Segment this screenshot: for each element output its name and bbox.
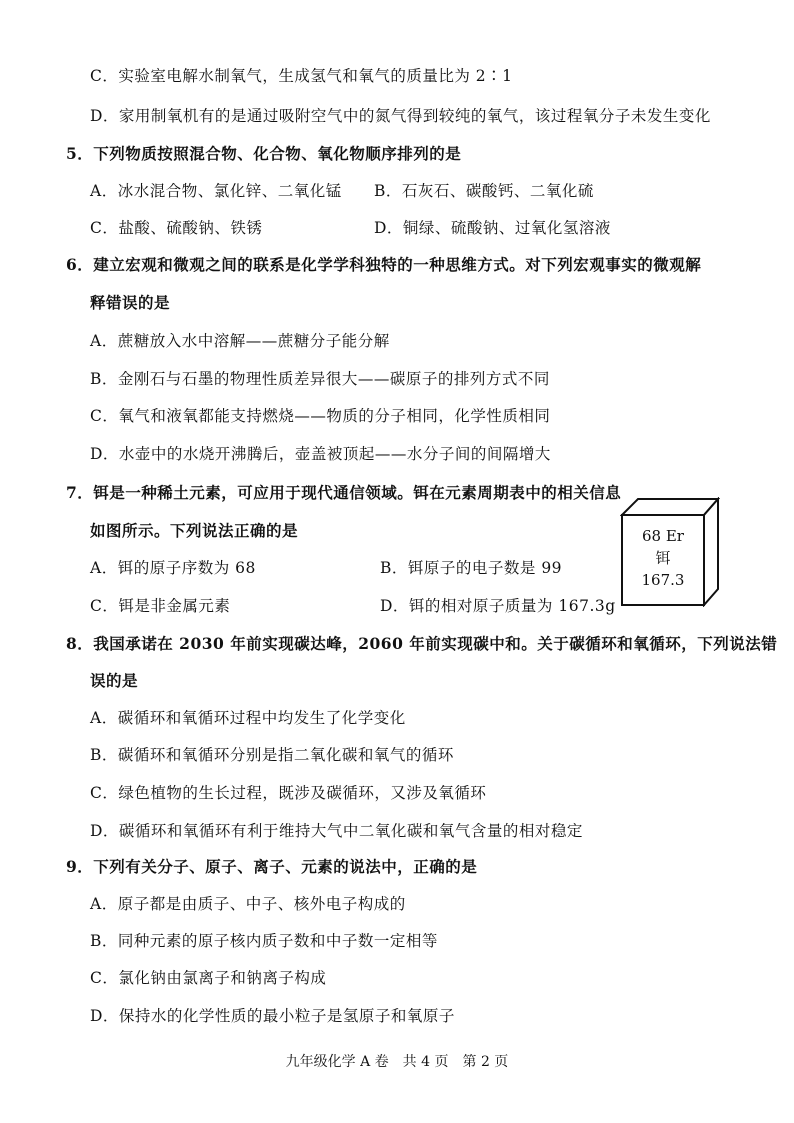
option-c-electrolysis: C．实验室电解水制氧气，生成氢气和氧气的质量比为 2∶1	[90, 67, 513, 85]
periodic-element-box	[620, 497, 720, 607]
q9-option-a: A．原子都是由质子、中子、核外电子构成的	[90, 895, 406, 913]
question-7-cont: 如图所示。下列说法正确的是	[90, 521, 299, 540]
q8-option-a: A．碳循环和氧循环过程中均发生了化学变化	[90, 709, 406, 727]
q6-option-b: B．金刚石与石墨的物理性质差异很大——碳原子的排列方式不同	[90, 370, 550, 388]
q9-option-d: D．保持水的化学性质的最小粒子是氢原子和氧原子	[90, 1007, 455, 1025]
element-name: 铒	[655, 549, 671, 567]
q9-option-c: C．氯化钠由氯离子和钠离子构成	[90, 969, 327, 987]
q7-option-a: A．铒的原子序数为 68	[90, 559, 256, 577]
page-footer: 九年级化学 A 卷 共 4 页 第 2 页	[285, 1054, 509, 1070]
q6-option-d: D．水壶中的水烧开沸腾后，壶盖被顶起——水分子间的间隔增大	[90, 445, 551, 463]
option-d-oxygen-machine: D．家用制氧机有的是通过吸附空气中的氮气得到较纯的氧气，该过程氧分子未发生变化	[90, 107, 711, 125]
q7-option-d: D．铒的相对原子质量为 167.3g	[380, 597, 616, 615]
q6-option-c: C．氧气和液氧都能支持燃烧——物质的分子相同，化学性质相同	[90, 407, 551, 425]
q8-option-d: D．碳循环和氧循环有利于维持大气中二氧化碳和氧气含量的相对稳定	[90, 822, 583, 840]
q5-option-d: D．铜绿、硫酸钠、过氧化氢溶液	[374, 219, 611, 237]
q7-option-b: B．铒原子的电子数是 99	[380, 559, 563, 577]
q8-option-c: C．绿色植物的生长过程，既涉及碳循环，又涉及氧循环	[90, 784, 487, 802]
q5-option-b: B．石灰石、碳酸钙、二氧化硫	[374, 182, 594, 200]
question-6-cont: 释错误的是	[90, 293, 171, 312]
question-6: 6．建立宏观和微观之间的联系是化学学科独特的一种思维方式。对下列宏观事实的微观解	[66, 255, 702, 274]
question-8: 8．我国承诺在 2030 年前实现碳达峰，2060 年前实现碳中和。关于碳循环和氧循环，下列说法错	[66, 634, 778, 653]
q7-option-c: C．铒是非金属元素	[90, 597, 231, 615]
question-5: 5．下列物质按照混合物、化合物、氧化物顺序排列的是	[66, 144, 462, 163]
question-8-cont: 误的是	[90, 671, 139, 690]
element-mass: 167.3	[641, 571, 685, 589]
q5-option-a: A．冰水混合物、氯化锌、二氧化锰	[90, 182, 342, 200]
element-number-symbol: 68 Er	[642, 527, 684, 545]
q6-option-a: A．蔗糖放入水中溶解——蔗糖分子能分解	[90, 332, 390, 350]
question-7: 7．铒是一种稀土元素，可应用于现代通信领域。铒在元素周期表中的相关信息	[66, 483, 622, 502]
q9-option-b: B．同种元素的原子核内质子数和中子数一定相等	[90, 932, 438, 950]
question-9: 9．下列有关分子、原子、离子、元素的说法中，正确的是	[66, 857, 478, 876]
q8-option-b: B．碳循环和氧循环分别是指二氧化碳和氧气的循环	[90, 746, 454, 764]
q5-option-c: C．盐酸、硫酸钠、铁锈	[90, 219, 263, 237]
